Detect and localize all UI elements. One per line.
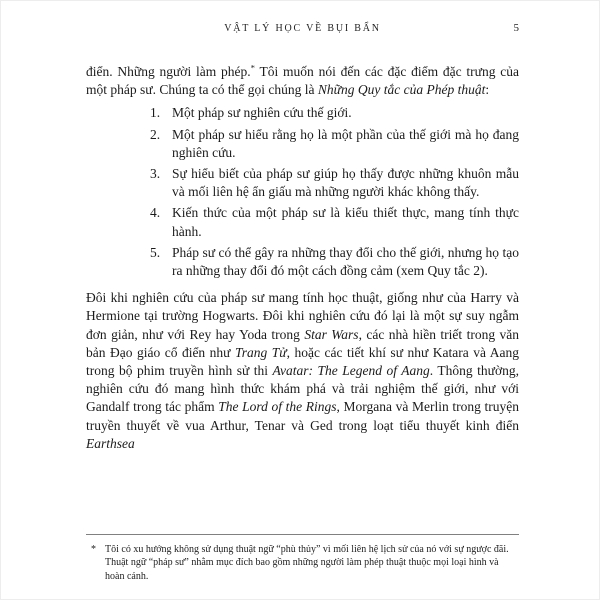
- rule-text: Sự hiểu biết của pháp sư giúp họ thấy được những khuôn mẫu và mối liên hệ ẩn giấu mà những người khác không thấy.: [172, 166, 519, 200]
- rule-number: 5.: [150, 244, 161, 260]
- rules-list: [86, 104, 519, 280]
- rule-item: [86, 104, 519, 122]
- rule-text: Một pháp sư hiểu rằng họ là một phần của thế giới mà họ đang nghiên cứu.: [172, 126, 519, 160]
- rule-text: Pháp sư có thể gây ra những thay đổi cho thế giới, nhưng họ tạo ra những thay đổi đó một cách đồng cảm (xem Quy tắc 2).: [172, 244, 519, 279]
- rule-item: [86, 244, 519, 280]
- footnote-area: [86, 534, 519, 584]
- rule-item: [86, 204, 519, 240]
- rule-text: Kiến thức của một pháp sư là kiểu thiết thực, mang tính thực hành.: [172, 205, 519, 239]
- footnote-text: Tôi có xu hướng không sử dụng thuật ngữ “phù thủy” vì mối liên hệ lịch sử của nó với sự ngược đãi. Thuật ngữ “pháp sư” nhằm mục đích bao gồm những người làm phép thuật thuộc mọi loại hình và hoàn cảnh.: [105, 543, 509, 582]
- rule-text: Một pháp sư nghiên cứu thế giới.: [172, 105, 352, 121]
- footnote-marker: *: [91, 543, 96, 555]
- page-header: [86, 23, 519, 37]
- rule-number: 3.: [150, 166, 161, 182]
- main-paragraph: Đôi khi nghiên cứu của pháp sư mang tính học thuật, giống như của Harry và Hermione tại trường Hogwarts. Đôi khi nghiên cứu đó lại là một sự suy ngẫm đơn giản, như với Rey hay Yoda trong Star Wars, các nhà hiền triết trong văn bản Đạo giáo cổ điển như Trang Tử, hoặc các tiết khí sư như Katara và Aang trong bộ phim truyền hình sử thi Avatar: The Legend of Aang. Thông thường, nghiên cứu đó mang hình thức khám phá và trải nghiệm thế giới, như với Gandalf trong tác phẩm The Lord of the Rings, Morgana và Merlin trong truyện truyền thuyết về vua Arthur, Tenar và Ged trong loạt tiểu thuyết kinh điển Earthsea: [86, 290, 520, 451]
- rule-item: [86, 165, 519, 201]
- running-title: VẬT LÝ HỌC VỀ BỤI BẨN: [224, 23, 381, 34]
- footnote: [86, 543, 519, 584]
- intro-paragraph: điển. Những người làm phép.* Tôi muốn nói đến các đặc điểm đặc trưng của một pháp sư. Chúng ta có thể gọi chúng là Những Quy tắc của Phép thuật:: [86, 62, 519, 98]
- page-body: [86, 63, 519, 453]
- page-number: 5: [513, 22, 519, 34]
- rule-number: 1.: [150, 105, 161, 121]
- rule-item: [86, 126, 519, 162]
- rule-number: 4.: [150, 205, 161, 221]
- footnote-separator: [86, 534, 519, 535]
- rule-number: 2.: [150, 126, 161, 142]
